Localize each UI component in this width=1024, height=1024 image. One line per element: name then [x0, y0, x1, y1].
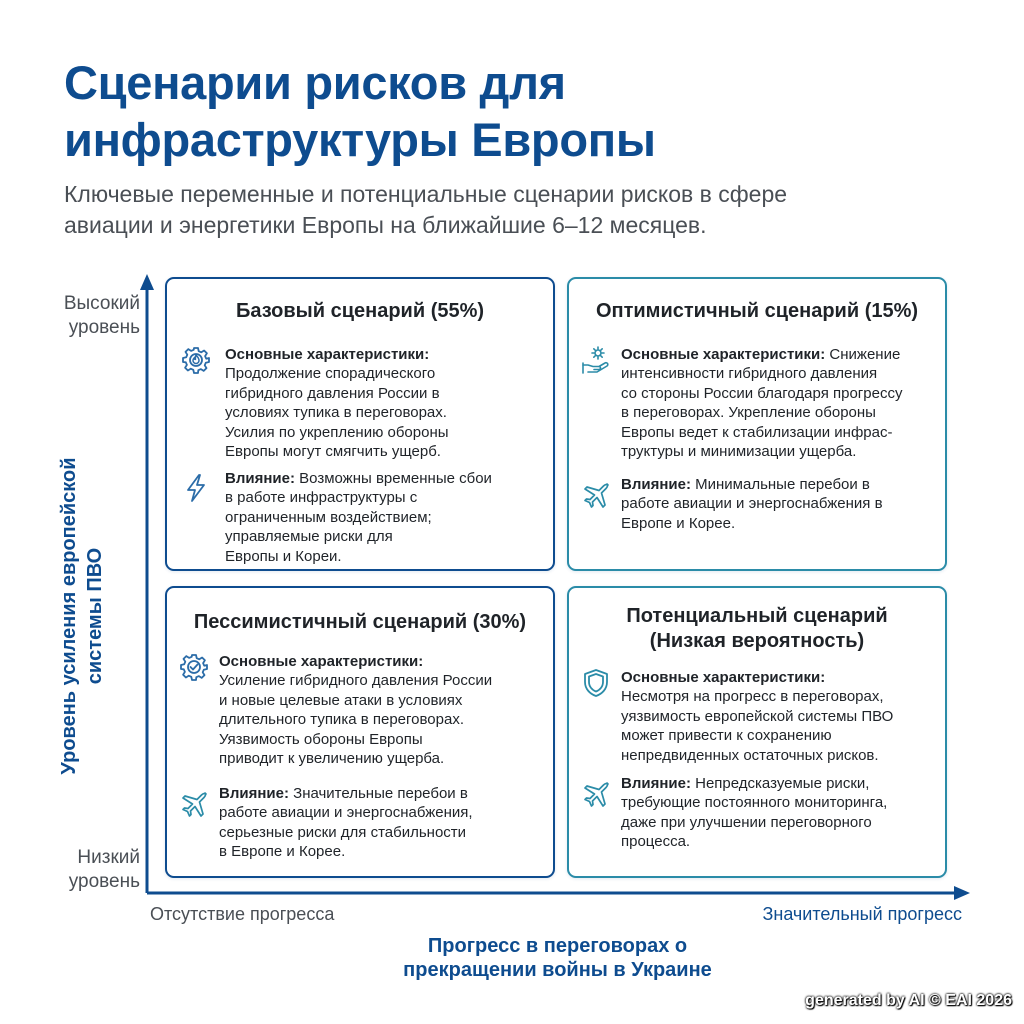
y-axis-low-label: Низкий уровень [68, 847, 140, 892]
scenario-card-optimistic: Оптимистичный сценарий (15%) Основные характеристики: Снижение интенсивности гибридного давления со стороны России благодаря прогрессу в переговорах. Укрепление обороны Европы ведет к стабилизации инфрас- труктуры и минимизации ущерба. Влияние: Минимальные перебои в работе авиации и энергоснабжения в Европе и Корее. [567, 277, 947, 571]
gear-check-icon [179, 652, 209, 682]
x-axis-right-label: Значительный прогресс [762, 904, 962, 924]
scenario-title: Потенциальный сценарий (Низкая вероятность) [626, 605, 888, 652]
footer-credit: generated by AI © EAI 2026 [805, 992, 1012, 1009]
scenario-card-base: Базовый сценарий (55%) Основные характеристики: Продолжение спорадического гибридного давления России в условиях тупика в переговорах. Усилия по укреплению обороны Европы могут смягчить ущерб. Влияние: Возможны временные сбои в работе инфраструктуры с ограниченным воздействием; управляемые риски для Европы и Кореи. [165, 277, 555, 571]
lightning-icon [181, 473, 211, 503]
title-line-1: Сценарии рисков для [64, 56, 566, 109]
title-line-2: инфраструктуры Европы [64, 113, 656, 166]
y-axis-arrow-icon [140, 274, 154, 290]
airplane-icon [581, 479, 611, 509]
airplane-icon [581, 778, 611, 808]
scenario-title: Пессимистичный сценарий (30%) [193, 611, 527, 633]
x-axis-arrow-icon [954, 886, 970, 900]
y-axis-title: Уровень усиления европейской системы ПВО [58, 457, 106, 775]
scenario-title: Оптимистичный сценарий (15%) [595, 300, 919, 322]
shield-check-icon [581, 668, 611, 698]
gear-hand-icon [581, 345, 611, 375]
scenario-title: Базовый сценарий (55%) [235, 300, 485, 322]
scenario-card-pessimistic: Пессимистичный сценарий (30%) Основные характеристики: Усиление гибридного давления России и новые целевые атаки в условиях длительного тупика в переговорах. Уязвимость обороны Европы приводит к увеличению ущерба. Влияние: Значительные перебои в работе авиации и энергоснабжения, серьезные риски для стабильности в Европе и Корее. [165, 586, 555, 878]
airplane-icon [179, 788, 209, 818]
x-axis-title: Прогресс в переговорах о прекращении войны в Украине [403, 935, 712, 981]
scenario-card-potential: Потенциальный сценарий (Низкая вероятность) Основные характеристики: Несмотря на прогресс в переговорах, уязвимость европейской системы ПВО может привести к сохранению непредвиденных остаточных рисков. Влияние: Непредсказуемые риски, требующие постоянного мониторинга, даже при улучшении переговорного процесса. [567, 586, 947, 878]
x-axis-left-label: Отсутствие прогресса [150, 904, 335, 924]
y-axis-high-label: Высокий уровень [63, 293, 140, 338]
gear-flame-icon [181, 345, 211, 375]
page-title [64, 54, 964, 168]
page-subtitle: Ключевые переменные и потенциальные сценарии рисков в сфере авиации и энергетики Европы на ближайшие 6–12 месяцев. [64, 181, 788, 238]
